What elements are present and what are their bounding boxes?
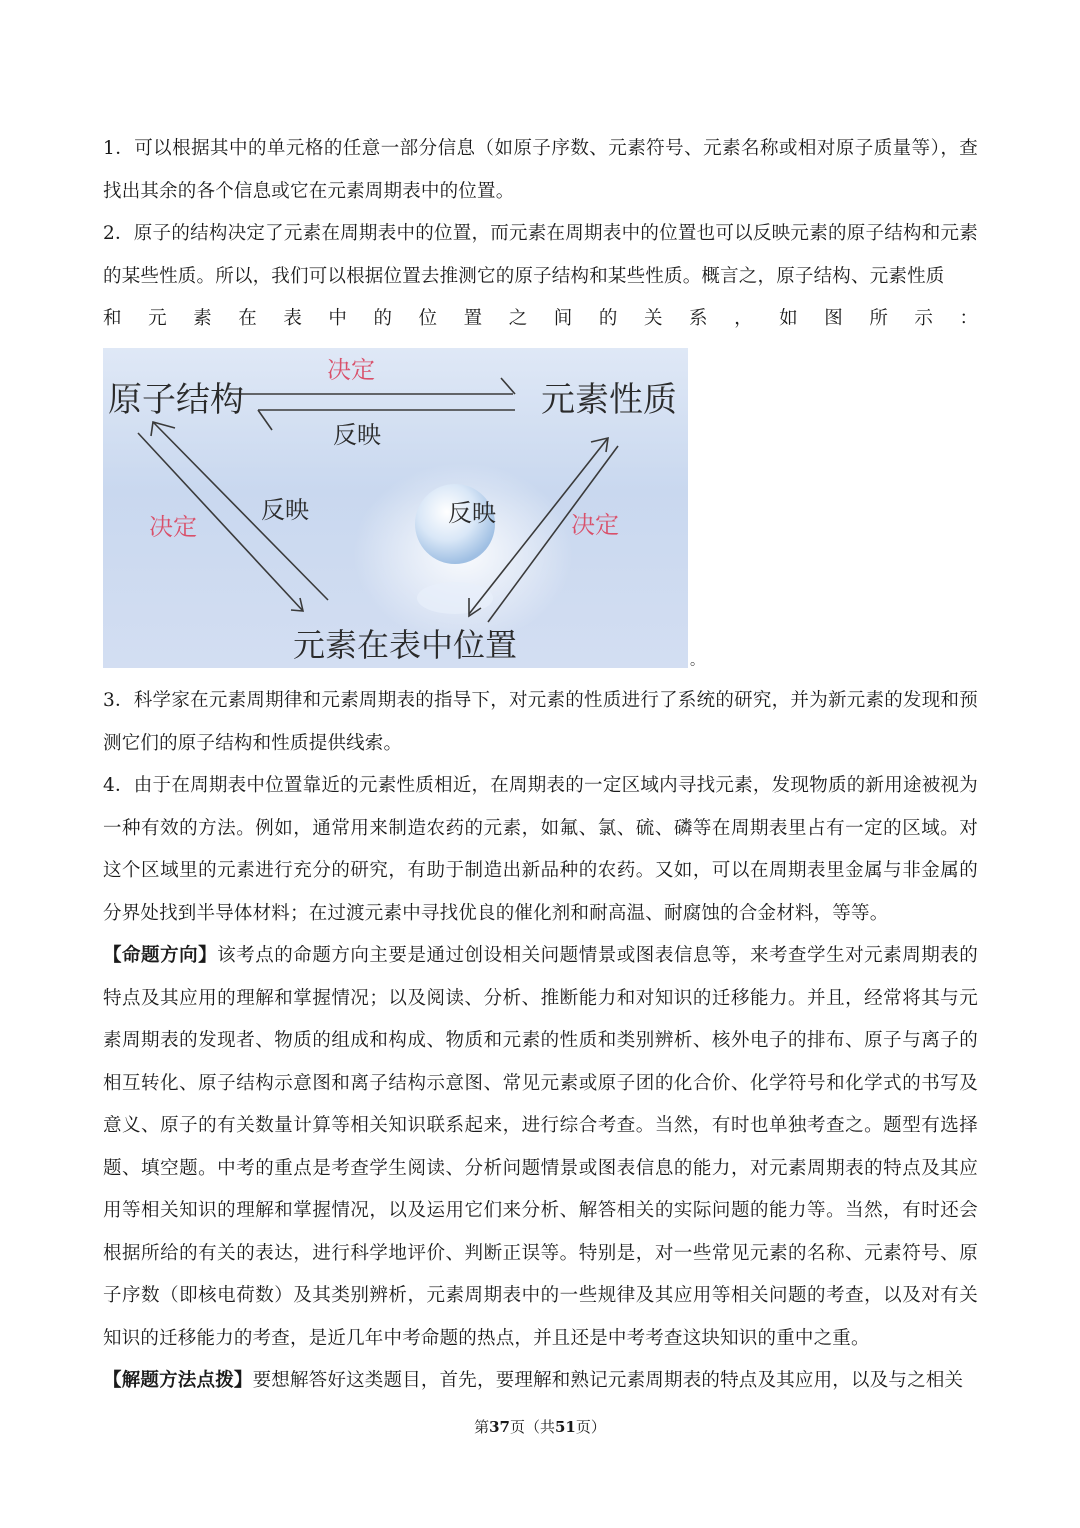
top-arrow-right-head <box>501 378 515 394</box>
spread-char: 的 <box>373 308 392 329</box>
paragraph-6 <box>103 1360 978 1402</box>
top-arrow-left-head <box>258 410 272 430</box>
spread-char: 系 <box>689 308 708 329</box>
spread-char: 位 <box>418 308 438 329</box>
spread-char: 表 <box>283 308 302 329</box>
spread-char: 所 <box>869 308 888 329</box>
left-reflect-label: 反映 <box>261 496 309 524</box>
spread-char: ， <box>734 308 753 329</box>
footer-prefix: 第 <box>474 1418 490 1436</box>
section-heading-method: 【解题方法点拨】 <box>103 1370 253 1391</box>
footer-total-pages: 51 <box>555 1418 576 1436</box>
spread-char: 示 <box>914 308 933 329</box>
left-decide-label: 决定 <box>149 513 197 541</box>
center-reflect-label: 反映 <box>448 499 496 527</box>
spread-char: 图 <box>824 308 843 329</box>
node-atomic-structure: 原子结构 <box>108 380 244 420</box>
footer-mid: 页（共 <box>509 1418 555 1436</box>
node-element-position: 元素在表中位置 <box>293 626 518 664</box>
paragraph-1: 1．可以根据其中的单元格的任意一部分信息（如原子序数、元素符号、元素名称或相对原子质量等），查找出其余的各个信息或它在元素周期表中的位置。 <box>103 138 978 202</box>
top-reflect-label: 反映 <box>333 421 381 449</box>
paragraph-5 <box>103 935 978 1360</box>
page-footer <box>0 1416 1080 1438</box>
section-heading-direction: 【命题方向】 <box>103 945 218 966</box>
figure-trailing-period: 。 <box>690 653 704 669</box>
footer-page-number: 37 <box>489 1418 510 1436</box>
spread-char: ： <box>959 308 978 329</box>
paragraph-4: 4．由于在周期表中位置靠近的元素性质相近，在周期表的一定区域内寻找元素，发现物质的新用途被视为一种有效的方法。例如，通常用来制造农药的元素，如氟、氯、硫、磷等在周期表里占有一定的区域。对这个区域里的元素进行充分的研究，有助于制造出新品种的农药。又如，可以在周期表里金属与非金属的分界处找到半导体材料；在过渡元素中寻找优良的催化剂和耐高温、耐腐蚀的合金材料，等等。 <box>103 775 978 924</box>
footer-suffix: 页） <box>575 1418 606 1436</box>
spread-char: 的 <box>598 308 618 329</box>
spread-char: 如 <box>779 308 798 329</box>
node-element-property: 元素性质 <box>541 380 677 420</box>
paragraph-5-body: 该考点的命题方向主要是通过创设相关问题情景或图表信息等，来考查学生对元素周期表的特点及其应用的理解和掌握情况；以及阅读、分析、推断能力和对知识的迁移能力。并且，经常将其与元素周期表的发现者、物质的组成和构成、物质和元素的性质和类别辨析、核外电子的排布、原子与离子的相互转化、原子结构示意图和离子结构示意图、常见元素或原子团的化合价、化学符号和化学式的书写及意义、原子的有关数量计算等相关知识联系起来，进行综合考查。当然，有时也单独考查之。题型有选择题、填空题。中考的重点是考查学生阅读、分析问题情景或图表信息的能力，对元素周期表的特点及其应用等相关知识的理解和掌握情况，以及运用它们来分析、解答相关的实际问题的能力等。当然，有时还会根据所给的有关的表达，进行科学地评价、判断正误等。特别是，对一些常见元素的名称、元素符号、原子序数（即核电荷数）及其类别辨析，元素周期表中的一些规律及其应用等相关问题的考查，以及对有关知识的迁移能力的考查，是近几年中考命题的热点，并且还是中考考查这块知识的重中之重。 <box>103 945 978 1349</box>
paragraph-6-body: 要想解答好这类题目，首先，要理解和熟记元素周期表的特点及其应用，以及与之相关 <box>252 1370 964 1391</box>
relationship-diagram <box>103 348 688 668</box>
spread-char: 中 <box>328 308 347 329</box>
spread-char: 之 <box>508 308 528 329</box>
spread-char: 间 <box>553 308 573 329</box>
paragraph-3: 3．科学家在元素周期律和元素周期表的指导下，对元素的性质进行了系统的研究，并为新元素的发现和预测它们的原子结构和性质提供线索。 <box>103 690 978 754</box>
spread-char: 在 <box>238 308 257 329</box>
spread-char: 置 <box>463 308 483 329</box>
spread-char: 元 <box>148 308 167 329</box>
diagram-svg <box>103 348 688 668</box>
right-decide-label: 决定 <box>571 511 619 539</box>
top-decide-label: 决定 <box>327 356 375 384</box>
spread-char: 素 <box>193 308 212 329</box>
spread-char: 和 <box>103 308 122 329</box>
spread-char: 关 <box>643 308 663 329</box>
paragraph-2: 2．原子的结构决定了元素在周期表中的位置，而元素在周期表中的位置也可以反映元素的原子结构和元素的某些性质。所以，我们可以根据位置去推测它的原子结构和某些性质。概言之，原子结构、元素性质 <box>103 223 978 287</box>
paragraph-2-spread-line <box>103 298 978 341</box>
